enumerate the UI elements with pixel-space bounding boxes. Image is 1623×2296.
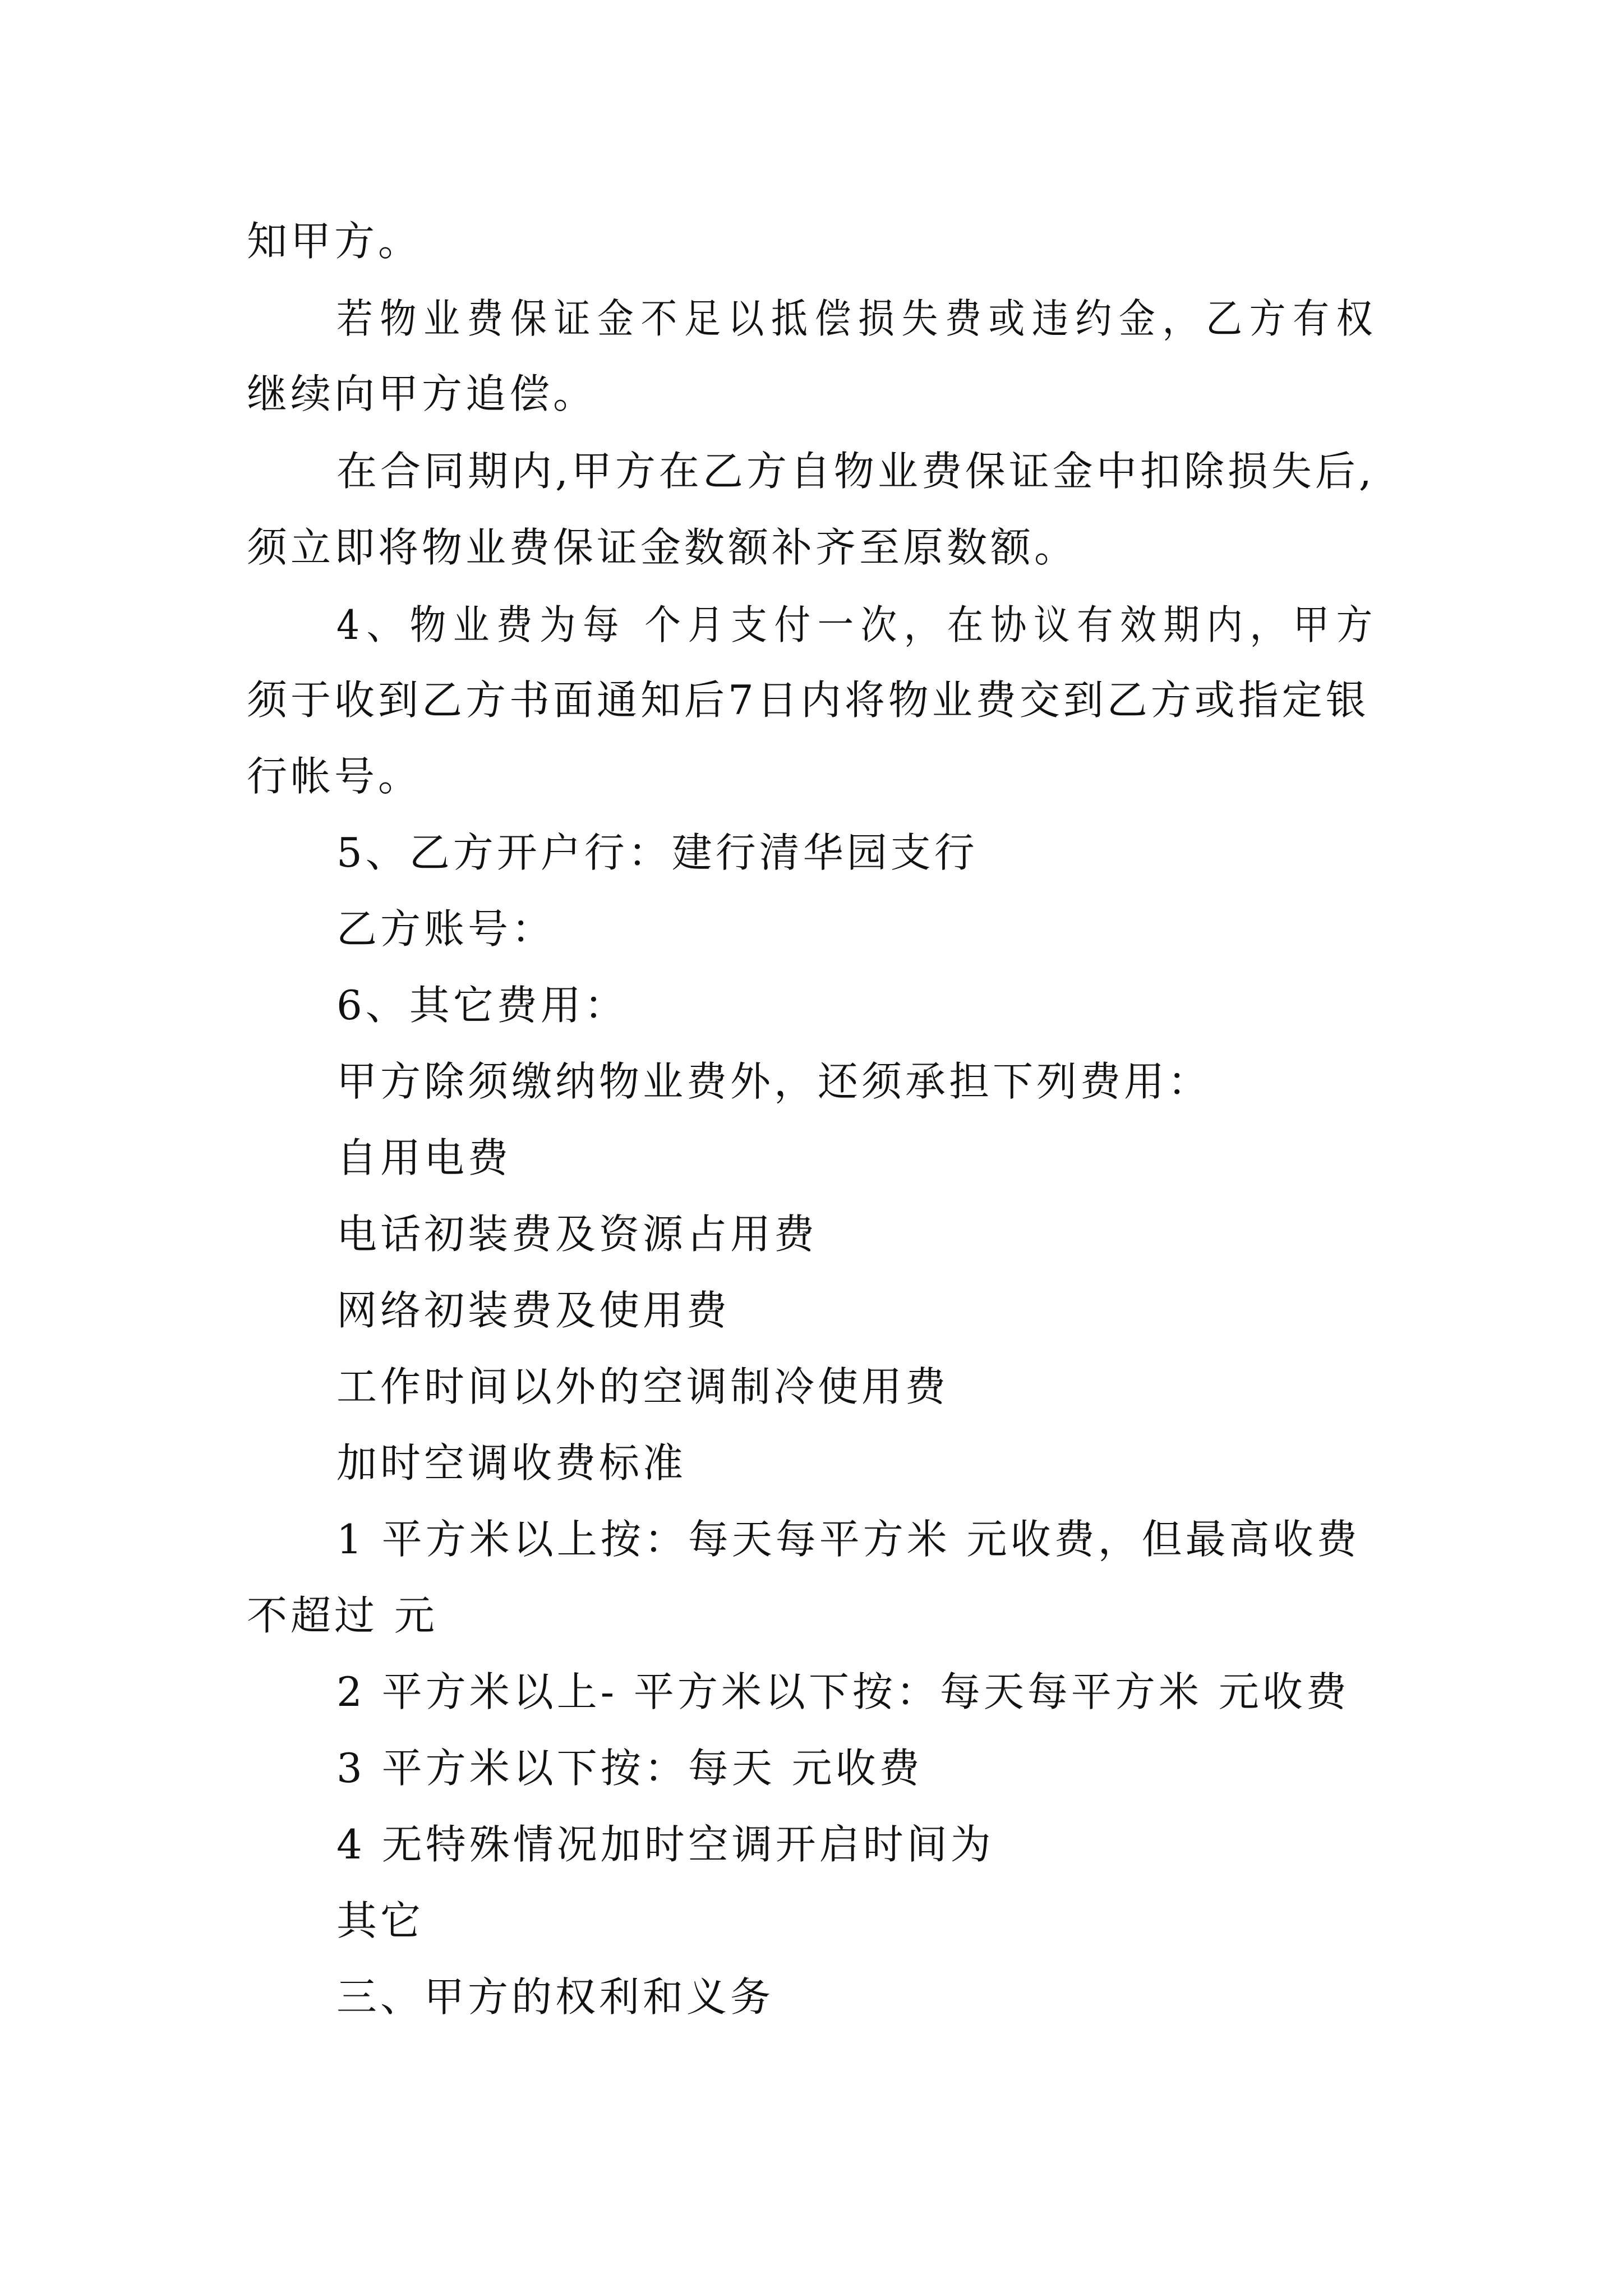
text-line-1: 知甲方。 — [247, 218, 422, 265]
text-line-8: 行帐号。 — [247, 753, 422, 800]
text-line-15: 网络初装费及使用费 — [336, 1287, 731, 1334]
text-line-21: 3 平方米以下按：每天 元收费 — [336, 1745, 923, 1792]
text-line-19: 不超过 元 — [247, 1592, 438, 1639]
text-line-3: 继续向甲方追偿。 — [247, 370, 597, 417]
text-line-17: 加时空调收费标准 — [336, 1439, 687, 1487]
text-line-7: 须于收到乙方书面通知后7日内将物业费交到乙方或指定银 — [247, 677, 1370, 724]
text-line-11: 6、其它费用： — [336, 982, 628, 1029]
text-line-13: 自用电费 — [336, 1134, 512, 1181]
text-line-4: 在合同期内,甲方在乙方自物业费保证金中扣除损失后, — [336, 448, 1375, 495]
text-line-5: 须立即将物业费保证金数额补齐至原数额。 — [247, 524, 1078, 571]
text-line-9: 5、乙方开户行：建行清华园支行 — [336, 829, 978, 876]
text-line-10: 乙方账号： — [336, 905, 556, 953]
text-line-23: 其它 — [336, 1897, 425, 1944]
text-line-20: 2 平方米以上- 平方米以下按：每天每平方米 元收费 — [336, 1668, 1350, 1715]
text-line-14: 电话初装费及资源占用费 — [336, 1211, 818, 1258]
text-line-6: 4、物业费为每 个月支付一次，在协议有效期内，甲方 — [336, 601, 1380, 648]
text-line-2: 若物业费保证金不足以抵偿损失费或违约金，乙方有权 — [336, 295, 1380, 342]
text-line-24: 三、甲方的权利和义务 — [336, 1973, 774, 2021]
text-line-22: 4 无特殊情况加时空调开启时间为 — [336, 1821, 994, 1868]
text-line-12: 甲方除须缴纳物业费外，还须承担下列费用： — [336, 1058, 1212, 1105]
text-line-18: 1 平方米以上按：每天每平方米 元收费，但最高收费 — [336, 1516, 1361, 1563]
text-line-16: 工作时间以外的空调制冷使用费 — [336, 1363, 949, 1410]
